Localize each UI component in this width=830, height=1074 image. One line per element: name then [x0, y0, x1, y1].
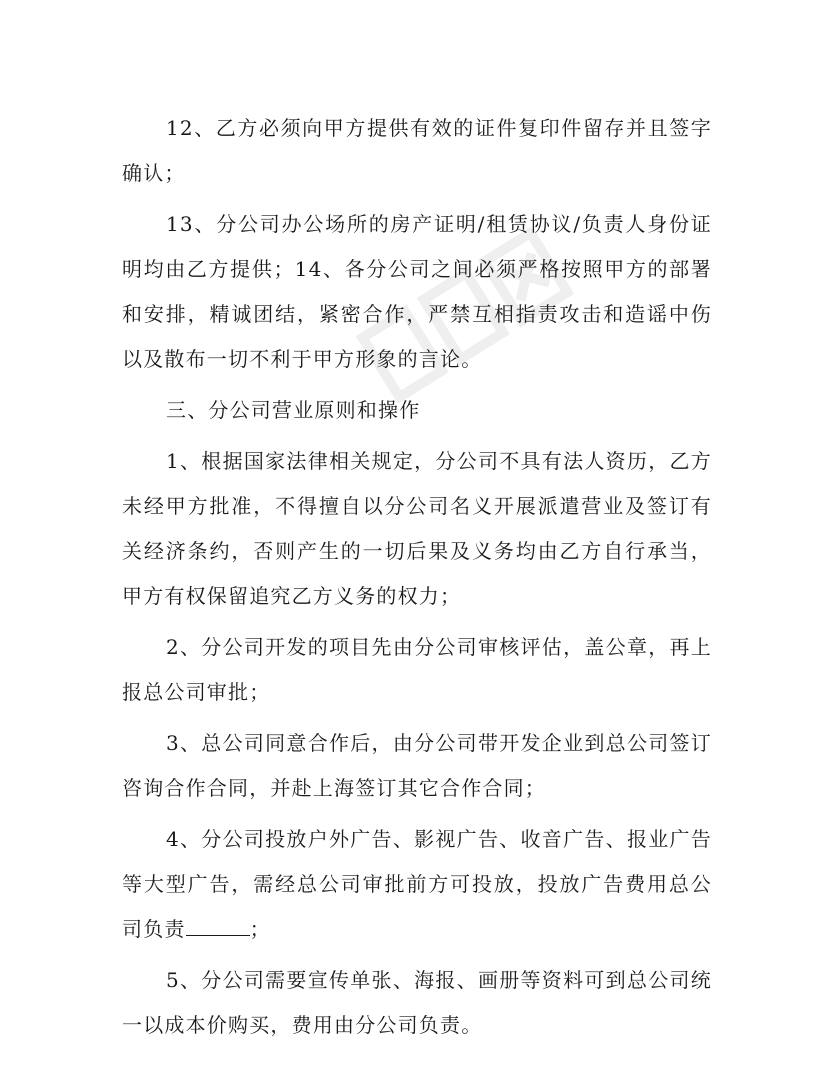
paragraph-item-3-5: 5、分公司需要宣传单张、海报、画册等资料可到总公司统一以成本价购买，费用由分公司负责。 — [122, 968, 712, 1037]
paragraph-item-3-4 — [122, 817, 712, 952]
paragraph-item-13-14: 13、分公司办公场所的房产证明/租赁协议/负责人身份证明均由乙方提供；14、各分公司之间必须严格按照甲方的部署和安排，精诚团结，紧密合作，严禁互相指责攻击和造谣中伤以及散布一切不利于甲方形象的言论。 — [122, 212, 712, 371]
paragraph-item-3-4-text: 4、分公司投放户外广告、影视广告、收音广告、报业广告等大型广告，需经总公司审批前方可投放，投放广告费用总公司负责 — [122, 827, 712, 941]
paragraph-item-3-3: 3、总公司同意合作后，由分公司带开发企业到总公司签订咨询合作合同，并赴上海签订其它合作合同； — [122, 731, 712, 800]
paragraph-item-3-4-end: ； — [249, 917, 271, 941]
paragraph-item-3-1: 1、根据国家法律相关规定，分公司不具有法人资历，乙方未经甲方批准，不得擅自以分公司名义开展派遣营业及签订有关经济条约，否则产生的一切后果及义务均由乙方自行承当，甲方有权保留追究乙方义务的权力； — [122, 449, 712, 608]
document-body — [122, 106, 712, 1054]
paragraph-item-12: 12、乙方必须向甲方提供有效的证件复印件留存并且签字确认； — [122, 116, 712, 185]
section-heading-3: 三、分公司营业原则和操作 — [166, 398, 421, 422]
paragraph-item-3-2: 2、分公司开发的项目先由分公司审核评估，盖公章，再上报总公司审批； — [122, 635, 712, 704]
fill-in-blank-line — [186, 913, 250, 936]
